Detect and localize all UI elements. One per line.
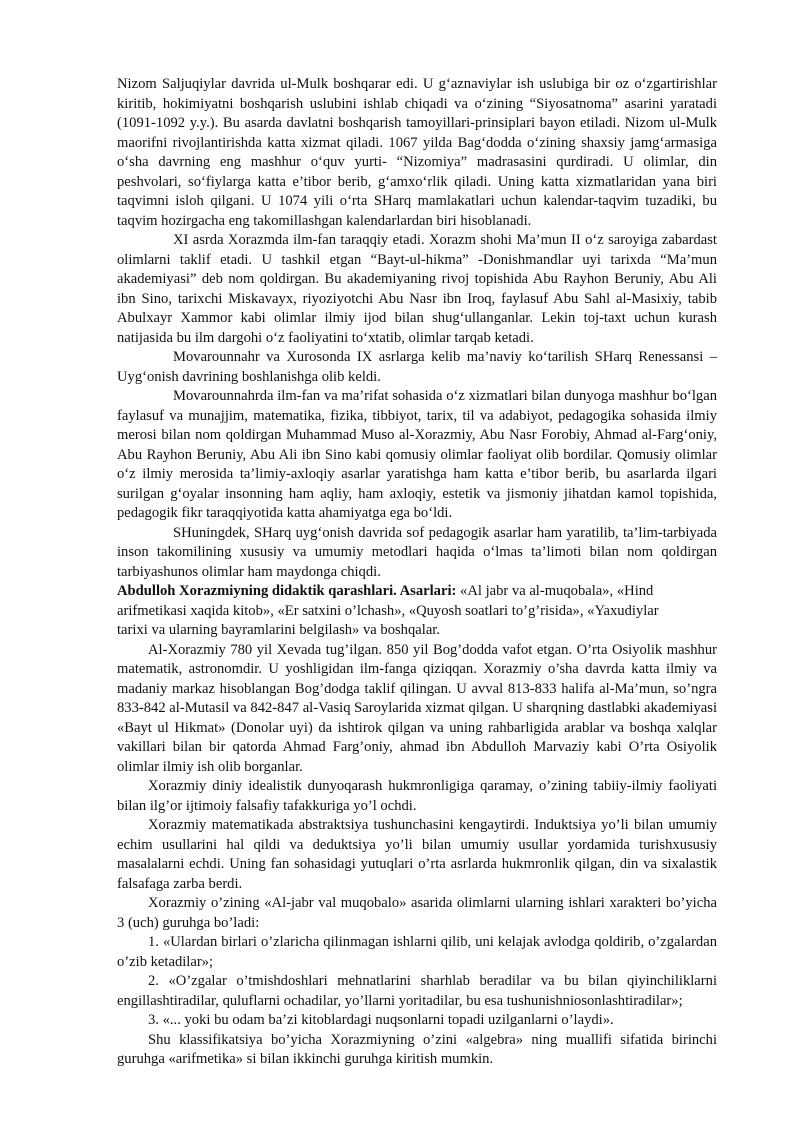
works-list-line-2: arifmetikasi xaqida kitob», «Er satxini o’lchash», «Quyosh soatlari to’g’risida», «Yaxudiylar: [117, 602, 659, 619]
paragraph-encyclopedic-scholars: Movarounnahrda ilm-fan va ma’rifat sohasida o‘z xizmatlari bilan dunyoga mashhur bo‘lgan faylasuf va munajjim, matematika, fizika, tibbiyot, tarix, til va adabiyot, pedagogika sohasida ilmiy merosi bilan nom qoldirgan Muhammad Muso al-Xorazmiy, Abu Nasr Forobiy, Ahmad al-Farg‘oniy, Abu Rayhon Beruniy, Abu Ali ibn Sino kabi qomusiy olimlar faoliyat olib bordilar. Qomusiy olimlar o‘z ilmiy merosida ta’limiy-axloqiy asarlar yaratishga ham katta e’tibor berib, bu asarlarda ilgari surilgan g‘oyalar insonning ham aqliy, ham axloqiy, estetik va jismoniy jihatdan kamol topishida, pedagogik fikr taraqqiyotida katta ahamiyatga ega bo‘ldi.: [117, 388, 717, 521]
works-list-line-3: tarixi va ularning bayramlarini belgilash» va boshqalar.: [117, 622, 440, 638]
list-item-1: 1. «Ulardan birlari o’zlaricha qilinmagan ishlarni qilib, uni kelajak avlodga qoldirib, o’zgalardan o’zib ketadilar»;: [117, 934, 717, 970]
paragraph-classification-intro: Xorazmiy o’zining «Al-jabr val muqobalo» asarida olimlarni ularning ishlari xarakteri bo’yicha 3 (uch) guruhga bo’ladi:: [117, 895, 717, 931]
section-heading-bold: Abdulloh Xorazmiyning didaktik qarashlari. Asarlari:: [117, 583, 457, 599]
paragraph-xorazm-academy: XI asrda Xorazmda ilm-fan taraqqiy etadi. Xorazm shohi Ma’mun II o‘z saroyiga zabardast olimlarni taklif etadi. U tashkil etgan “Bayt-ul-hikma” -Donishmandlar uyi tarixda “Ma’mun akademiyasi” deb nom qoldirgan. Bu akademiyaning rivoj topishida Abu Rayhon Beruniy, Abu Ali ibn Sino, tarixchi Miskavayx, riyoziyotchi Abu Nasr ibn Iroq, faylasuf Abu Sahl al-Masixiy, tabib Abulxayr Xammor kabi olimlar ilmiy ijod bilan shug‘ullanganlar. Lekin toj-taxt uchun kurash natijasida bu ilm dargohi o‘z faoliyatini to‘xtatib, olimlar tarqab ketadi.: [117, 232, 717, 346]
paragraph-biography: Al-Xorazmiy 780 yil Xevada tug’ilgan. 850 yil Bog’dodda vafot etgan. O’rta Osiyolik mashhur matematik, astronomdir. U yoshligidan ilm-fanga qiziqqan. Xorazmiy o’sha davrda katta ilmiy va madaniy markaz hisoblangan Bog’dodga taklif qilingan. U avval 813-833 halifa al-Ma’mun, so’ngra 833-842 al-Mutasil va 842-847 al-Vasiq Saroylarida xizmat qilgan. U sharqning dastlabki akademiyasi «Bayt ul Hikmat» (Donolar uyi) da ishtirok qilgan va uning rahbarligida arablar va boshqa xalqlar vakillari bilan bir qatorda Ahmad Farg’oniy, ahmad ibn Abdulloh Marvaziy kabi O’rta Osiyolik olimlar ilmiy ish olib borganlar.: [117, 641, 717, 775]
paragraph-pedagogical-works: SHuningdek, SHarq uyg‘onish davrida sof pedagogik asarlar ham yaratilib, ta’lim-tarbiyada inson takomilining xususiy va umumiy metodlari haqida o‘lmas ta’limoti bilan nom qoldirgan tarbiyashunos olimlar ham maydonga chiqdi.: [117, 524, 717, 580]
paragraph-nizom-ul-mulk: Nizom Saljuqiylar davrida ul-Mulk boshqarar edi. U g‘aznaviylar ish uslubiga bir oz o‘zgartirishlar kiritib, hokimiyatni boshqarish uslubini ishlab chiqadi va o‘zining “Siyosatnoma” asarini yaratadi (1091-1092 y.y.). Bu asarda davlatni boshqarish tamoyillari-prinsiplari bayon etiladi. Nizom ul-Mulk maorifni rivojlantirishda katta xizmat qiladi. 1067 yilda Bag‘dodda o‘zining shaxsiy jamg‘armasiga o‘sha davrning eng mashhur o‘quv yurti- “Nizomiya” madrasasini qurdiradi. U olimlar, din peshvolari, so‘fiylarga katta e’tibor berib, g‘amxo‘rlik qiladi. Uning katta xizmatlaridan yana biri taqvimni isloh qilgani. U 1074 yili o‘rta SHarq mamlakatlari uchun kalendar-taqvim tuzadiki, bu taqvim hozirgacha eng takomillashgan kalendarlardan biri hisoblanadi.: [117, 76, 717, 229]
paragraph-renaissance: Movarounnahr va Xurosonda IX asrlarga kelib ma’naviy ko‘tarilish SHarq Renessansi – Uyg‘onish davrining boshlanishga olib keldi.: [117, 349, 717, 385]
list-item-2: 2. «O’zgalar o’tmishdoshlari mehnatlarini sharhlab beradilar va bu bilan qiyinchiliklarni engillashtiradilar, quluflarni ochadilar, yo’llarni yoritadilar, bu esa tushunishniosonlashtiradilar»;: [117, 973, 717, 1009]
paragraph-mathematics: Xorazmiy matematikada abstraktsiya tushunchasini kengaytirdi. Induktsiya yo’li bilan umumiy echim usullarini hal qildi va deduktsiya yo’li bilan umumiy usullar yordamida turishxususiy masalalarni echdi. Uning fan sohasidagi yutuqlari o’rta asrlarda hukmronlik qilgan, din va sixalastik falsafaga zarba berdi.: [117, 817, 717, 892]
section-heading-works: «Al jabr va al-muqobala», «Hind: [456, 583, 654, 599]
section-heading: [117, 582, 717, 602]
list-item-3: 3. «... yoki bu odam ba’zi kitoblardagi nuqsonlarni topadi uzilganlarni o’laydi».: [148, 1012, 614, 1028]
paragraph-worldview: Xorazmiy diniy idealistik dunyoqarash hukmronligiga qaramay, o’zining tabiiy-ilmiy faoliyati bilan ilg’or ijtimoiy falsafiy tafakkuriga yo’l ochdi.: [117, 778, 717, 814]
paragraph-conclusion: Shu klassifikatsiya bo’yicha Xorazmiyning o’zini «algebra» ning muallifi sifatida birinchi guruhga «arifmetika» si bilan ikkinchi guruhga kiritish mumkin.: [117, 1031, 717, 1067]
